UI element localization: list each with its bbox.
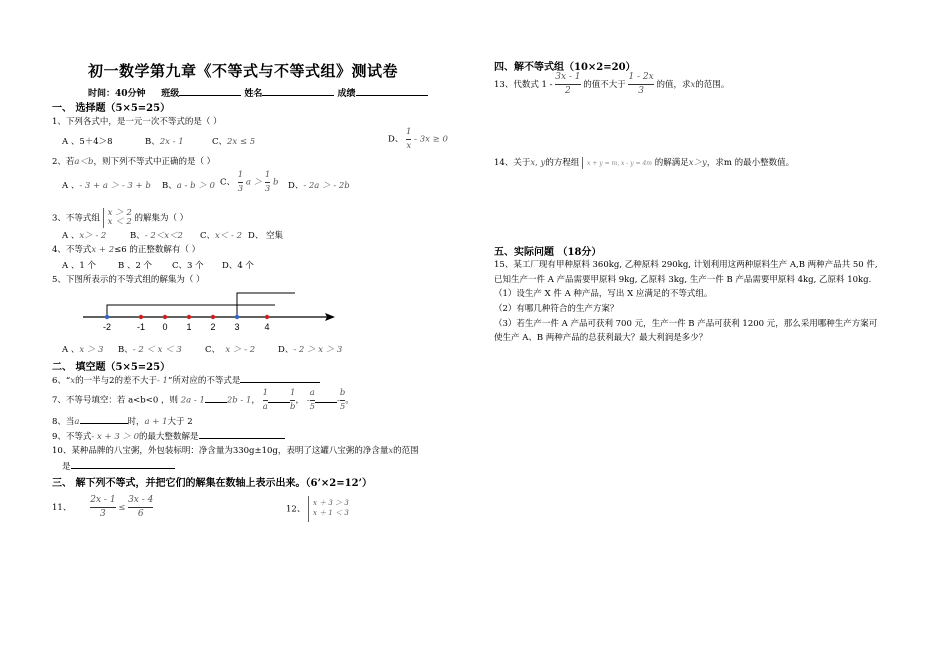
q2-option-a: A 、- 3 + a ＞ - 3 + b: [62, 181, 151, 191]
axis-label: 3: [234, 322, 240, 332]
solution-bracket-left: [107, 305, 275, 317]
class-blank[interactable]: [179, 86, 241, 96]
axis-point: [187, 315, 191, 319]
q2-option-b: B、a - b ＞ 0: [162, 181, 215, 191]
axis-label: 2: [210, 322, 216, 332]
axis-label: 1: [186, 322, 192, 332]
q2-option-c: C、 $\frac{1}{3}$ a ＞ $\frac{1}{3}$ b: [220, 170, 279, 194]
q4-option-a: A 、1 个: [62, 261, 96, 271]
axis-point: [105, 315, 109, 319]
q5-stem: 5、下图所表示的不等式组的解集为（ ）: [52, 275, 205, 285]
q12: 12、 x ＋ 3 ＞ 3 x ＋ 1 ＜ 3: [286, 496, 349, 522]
q4-stem: 4、不等式x + 2≤6 的正整数解有（ ）: [52, 245, 201, 255]
score-blank[interactable]: [356, 86, 428, 96]
q1-option-d: D、 $\frac{1}{x}$ - 3x ≥ 0: [388, 127, 448, 151]
q9: 9、不等式- x + 3 ＞ 0的最大整数解是: [52, 429, 285, 442]
q15-sub3a: （3）若生产一件 A 产品可获利 700 元，生产一件 B 产品可获利 1200 元，那么采用哪种生产方案可: [494, 319, 878, 329]
q4-option-b: B 、2 个: [118, 261, 153, 271]
q7-blank-2[interactable]: [268, 393, 290, 403]
q9-blank[interactable]: [199, 429, 285, 439]
axis-label: -1: [136, 322, 146, 332]
score-label: 成绩: [337, 89, 356, 99]
time-label: 时间：40分钟: [88, 89, 146, 99]
info-line: [88, 86, 428, 99]
q14: 14、关于x, y的方程组 x + y = m, x - y = 4m 的解满足x＞y，求m 的最小整数值。: [494, 158, 795, 168]
q3-option-d: D、 空集: [248, 231, 284, 241]
q3-option-a: A 、x＞ - 2: [62, 231, 107, 241]
section-applied: 五、实际问题 （18分）: [494, 247, 602, 258]
q7: 7、不等号填空：若 a<b<0 ，则 2a - 1 2b - 1， $\frac{1}{a}$ $\frac{1}{b}$ ， - $\frac{a}{5}$ - $\frac{b}{5}$ 。: [52, 388, 354, 412]
q5-option-b: B、- 2 ＜ x ＜ 3: [118, 345, 182, 355]
axis-label: -2: [102, 322, 112, 332]
q15-line2: 已知生产一件 A 产品需要甲原料 9kg, 乙原料 3kg, 生产一件 B 产品需要甲原料 4kg, 乙原料 10kg.: [494, 275, 872, 285]
q15-sub2: （2）有哪几种符合的生产方案？: [494, 304, 619, 314]
name-blank[interactable]: [262, 86, 334, 96]
q2-option-d: D、- 2a ＞ - 2b: [288, 181, 350, 191]
q10-blank[interactable]: [71, 459, 175, 469]
q1-option-c: C、2x ≤ 5: [212, 137, 256, 147]
q5-option-d: D、- 2 ＞ x ＞ 3: [278, 345, 343, 355]
page-title: 初一数学第九章《不等式与不等式组》测试卷: [88, 62, 399, 80]
axis-label: 0: [162, 322, 168, 332]
q10-line2: 是: [62, 459, 175, 472]
axis-point: [211, 315, 215, 319]
class-label: 班级: [161, 89, 180, 99]
number-line: [75, 286, 345, 334]
q3-option-b: B、- 2＜x＜2: [130, 231, 183, 241]
q4-option-c: C、3 个: [172, 261, 204, 271]
q1-option-b: B、2x - 1: [145, 137, 184, 147]
q7-blank-1[interactable]: [205, 393, 227, 403]
axis-label: 4: [264, 322, 270, 332]
section-choice: 一、 选择题（5×5=25）: [52, 103, 171, 114]
q1-option-a: A 、5＋4＞8: [62, 137, 113, 147]
section-system: 四、解不等式组（10×2=20）: [494, 62, 636, 73]
q2-stem: 2、若a＜b，则下列不等式中正确的是（ ）: [52, 157, 216, 167]
q1-stem: 1、下列各式中，是一元一次不等式的是（ ）: [52, 117, 222, 127]
q13: 13、代数式 1 - $\frac{3x - 1}{2}$ 的值不大于 $\frac{1 - 2x}{3}$ 的值，求x的范围。: [494, 72, 730, 96]
q15-sub3b: 使生产 A、B 两种产品的总获利最大？最大利润是多少？: [494, 333, 708, 343]
q11: 11、 $\frac{2x - 1}{3}$ ≤ $\frac{3x - 4}{6}$: [52, 495, 154, 519]
q8-blank[interactable]: [80, 414, 128, 424]
q4-option-d: D、4 个: [222, 261, 254, 271]
q15-line1: 15、某工厂现有甲种原料 360kg, 乙种原料 290kg, 计划利用这两种原料生产 A,B 两种产品共 50 件,: [494, 260, 878, 270]
q5-option-c: C、 x ＞ - 2: [205, 345, 256, 355]
q5-option-a: A 、x ＞ 3: [62, 345, 104, 355]
axis-point: [163, 315, 167, 319]
q8: 8、当a 时，a + 1大于 2: [52, 414, 193, 427]
q15-sub1: （1）设生产 X 件 A 种产品，写出 X 应满足的不等式组。: [494, 289, 713, 299]
section-fill: 二、 填空题（5×5=25）: [52, 362, 171, 373]
q3-stem: 3、不等式组 x ＞ 2 x ＜ 2 的解集为（ ）: [52, 207, 189, 227]
section-solve: 三、 解下列不等式，并把它们的解集在数轴上表示出来。（6’×2=12’）: [52, 478, 373, 489]
axis-point: [139, 315, 143, 319]
axis-point: [265, 315, 269, 319]
q3-option-c: C、x＜ - 2: [200, 231, 242, 241]
q10-line1: 10、某种品牌的八宝粥，外包装标明：净含量为330g±10g，表明了这罐八宝粥的净含量x的范围: [52, 446, 419, 456]
axis-point: [235, 315, 239, 319]
name-label: 姓名: [244, 89, 263, 99]
q6: 6、“x的一半与2的差不大于- 1”所对应的不等式是: [52, 373, 320, 386]
q6-blank[interactable]: [240, 373, 320, 383]
q7-blank-3[interactable]: [315, 393, 337, 403]
